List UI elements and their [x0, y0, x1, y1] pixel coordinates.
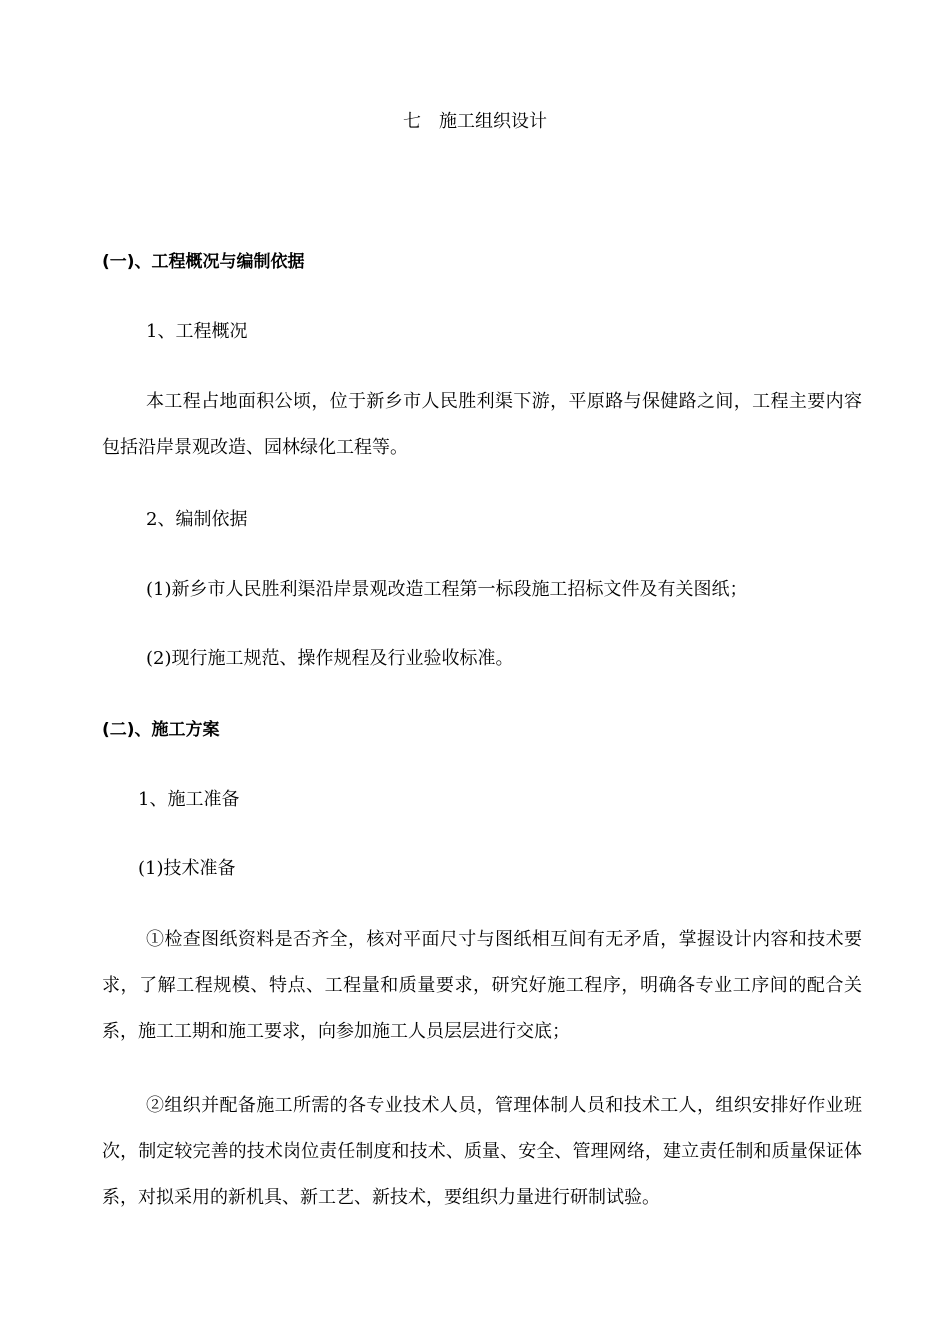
paragraph-technical-2: ②组织并配备施工所需的各专业技术人员，管理体制人员和技术工人，组织安排好作业班次，制定较完善的技术岗位责任制度和技术、质量、安全、管理网络，建立责任制和质量保证体系，对拟采用的新机具、新工艺、新技术，要组织力量进行研制试验。: [102, 1095, 862, 1208]
section-heading-plan: (二)、施工方案: [102, 720, 220, 740]
paragraph-technical-1: ①检查图纸资料是否齐全，核对平面尺寸与图纸相互间有无矛盾，掌握设计内容和技术要求，了解工程规模、特点、工程量和质量要求，研究好施工程序，明确各专业工序间的配合关系，施工工期和施工要求，向参加施工人员层层进行交底；: [102, 929, 862, 1042]
subsection-title-basis: 2、编制依据: [146, 509, 248, 530]
basis-item-1: (1)新乡市人民胜利渠沿岸景观改造工程第一标段施工招标文件及有关图纸；: [146, 579, 748, 600]
paragraph-project-overview: 本工程占地面积公顷，位于新乡市人民胜利渠下游，平原路与保健路之间，工程主要内容包括沿岸景观改造、园林绿化工程等。: [102, 391, 862, 458]
document-title: 七 施工组织设计: [403, 111, 547, 132]
section-heading-overview: (一)、工程概况与编制依据: [102, 252, 305, 272]
subsection-title-preparation: 1、施工准备: [138, 789, 240, 810]
subsection-title-overview: 1、工程概况: [146, 321, 248, 342]
item-title-technical-preparation: (1)技术准备: [138, 858, 236, 879]
basis-item-2: (2)现行施工规范、操作规程及行业验收标准。: [146, 648, 514, 669]
